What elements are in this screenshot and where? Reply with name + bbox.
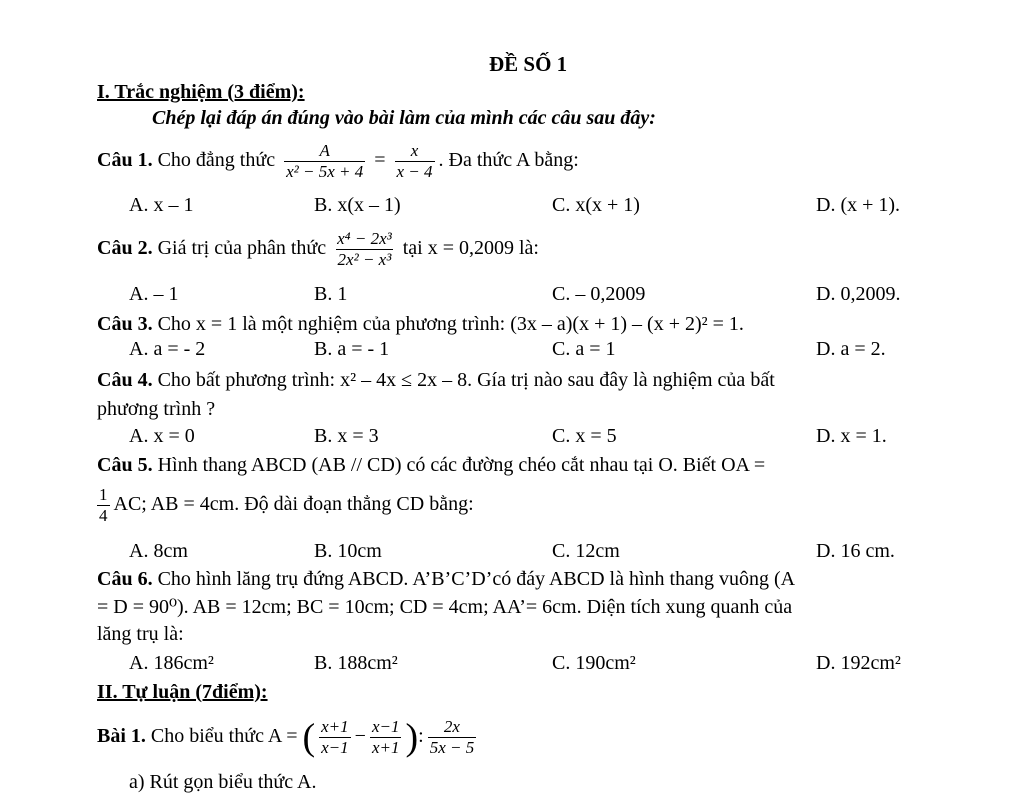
option-b: B. 1: [314, 283, 348, 305]
option-c: C. x = 5: [552, 425, 617, 447]
part1-instruction: Chép lại đáp án đúng vào bài làm của mình các câu sau đây:: [152, 107, 656, 129]
bai-label: Bài 1.: [97, 725, 146, 747]
question-1: [97, 140, 579, 182]
option-b: B. x = 3: [314, 425, 379, 447]
part1-heading: I. Trắc nghiệm (3 điểm):: [97, 81, 305, 103]
fraction-numerator: x⁴ − 2x³: [337, 228, 392, 248]
fraction-denominator: x² − 5x + 4: [286, 161, 364, 181]
option-c: C. 12cm: [552, 540, 620, 562]
fraction-numerator: A: [319, 140, 330, 160]
equals-sign: =: [374, 149, 386, 171]
option-c: C. x(x + 1): [552, 194, 640, 216]
close-paren: ): [405, 716, 419, 759]
option-d: D. 192cm²: [816, 652, 901, 674]
question-text: Cho x = 1 là một nghiệm của phương trình: (3x – a)(x + 1) – (x + 2)² = 1.: [157, 313, 744, 335]
minus-sign: −: [354, 725, 366, 747]
option-a: A. x – 1: [129, 194, 194, 216]
fraction-numerator: 2x: [443, 716, 460, 736]
fraction-denominator: x+1: [371, 737, 400, 757]
fraction: [284, 141, 365, 182]
option-d: D. a = 2.: [816, 338, 886, 360]
question-4: [97, 368, 775, 392]
question-text-line: = D = 90⁰). AB = 12cm; BC = 10cm; CD = 4cm; AA’= 6cm. Diện tích xung quanh của: [97, 596, 793, 618]
question-text-line: lăng trụ là:: [97, 623, 184, 645]
bai-1: [97, 712, 480, 760]
fraction-numerator: x−1: [371, 716, 400, 736]
question-label: Câu 1.: [97, 149, 153, 171]
option-d: D. 0,2009.: [816, 283, 901, 305]
question-label: Câu 5.: [97, 454, 153, 476]
option-d: D. x = 1.: [816, 425, 887, 447]
option-a: A. – 1: [129, 283, 179, 305]
question-text: AC; AB = 4cm. Độ dài đoạn thẳng CD bằng:: [113, 493, 474, 515]
question-text: tại x = 0,2009 là:: [402, 237, 539, 259]
option-b: B. 188cm²: [314, 652, 398, 674]
option-a: A. 186cm²: [129, 652, 214, 674]
question-6: [97, 567, 795, 591]
bai-1-part-a: a) Rút gọn biểu thức A.: [129, 771, 317, 793]
fraction-denominator: x − 4: [396, 161, 433, 181]
option-c: C. – 0,2009: [552, 283, 646, 305]
option-b: B. 10cm: [314, 540, 382, 562]
fraction-numerator: x: [410, 140, 419, 160]
question-label: Câu 3.: [97, 313, 153, 335]
open-paren: (: [302, 716, 316, 759]
fraction-numerator: 1: [99, 484, 108, 504]
question-3: [97, 312, 744, 336]
question-2: [97, 226, 539, 270]
question-label: Câu 2.: [97, 237, 153, 259]
fraction: [395, 141, 435, 182]
fraction-denominator: 2x² − x³: [337, 249, 392, 269]
fraction-denominator: 4: [99, 505, 108, 525]
divide-sign: :: [418, 725, 424, 747]
question-text-line: phương trình ?: [97, 398, 216, 420]
option-a: A. 8cm: [129, 540, 188, 562]
fraction: [370, 717, 402, 758]
question-label: Câu 6.: [97, 568, 153, 590]
option-c: C. 190cm²: [552, 652, 636, 674]
option-a: A. x = 0: [129, 425, 195, 447]
question-text: Cho hình lăng trụ đứng ABCD. A’B’C’D’có đáy ABCD là hình thang vuông (A: [157, 568, 796, 590]
question-text: Giá trị của phân thức: [157, 237, 327, 259]
fraction-numerator: x+1: [321, 716, 349, 736]
fraction: [97, 485, 110, 526]
question-text: . Đa thức A bằng:: [438, 149, 579, 171]
option-b: B. x(x – 1): [314, 194, 401, 216]
exam-title: ĐỀ SỐ 1: [489, 52, 568, 76]
question-label: Câu 4.: [97, 369, 153, 391]
option-b: B. a = - 1: [314, 338, 390, 360]
option-c: C. a = 1: [552, 338, 616, 360]
question-5: [97, 453, 765, 477]
question-text: Cho bất phương trình: x² – 4x ≤ 2x – 8. Gía trị nào sau đây là nghiệm của bất: [157, 369, 775, 391]
fraction-denominator: 5x − 5: [429, 737, 475, 757]
bai-text: Cho biểu thức A =: [150, 725, 298, 747]
fraction: [319, 717, 351, 758]
fraction: [335, 229, 394, 270]
question-text-line: [97, 482, 474, 526]
question-text: Cho đẳng thức: [157, 149, 276, 171]
part2-heading: II. Tự luận (7điểm):: [97, 681, 268, 703]
fraction-denominator: x−1: [321, 737, 349, 757]
option-d: D. 16 cm.: [816, 540, 895, 562]
option-d: D. (x + 1).: [816, 194, 901, 216]
question-text: Hình thang ABCD (AB // CD) có các đường chéo cắt nhau tại O. Biết OA =: [157, 454, 766, 476]
fraction: [428, 717, 477, 758]
option-a: A. a = - 2: [129, 338, 206, 360]
